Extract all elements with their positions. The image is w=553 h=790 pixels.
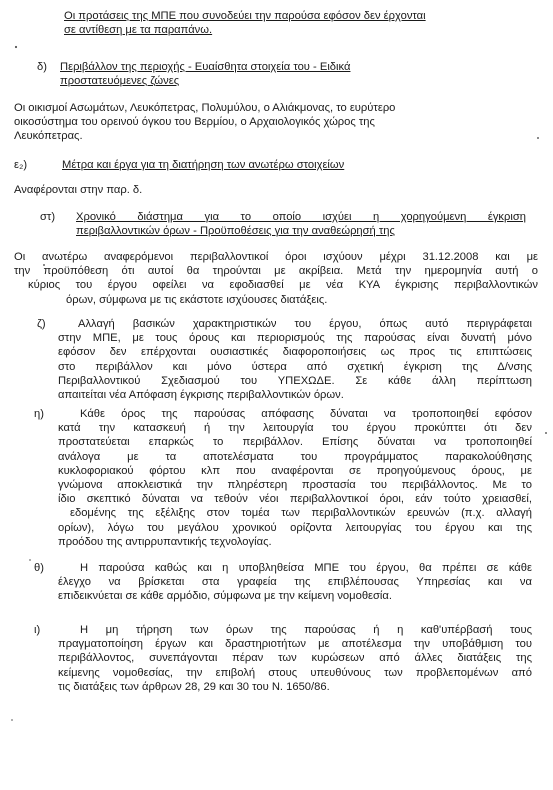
text-line: έλεγχο να βρίσκεται στα γραφεία της επιβλέπουσας Υπηρεσίας και να [58, 576, 532, 589]
text-line: τις διατάξεις των άρθρων 28, 29 και 30 του Ν. 1650/86. [58, 680, 330, 693]
heading-line: Περιβάλλον της περιοχής - Ευαίσθητα στοιχεία του - Ειδικά [60, 61, 351, 73]
section-e-heading: Μέτρα και έργα για τη διατήρηση των ανωτέρω στοιχείων [62, 159, 345, 171]
text-line: εδομένης της εξέλιξης στον τομέα των περιβαλλοντικών ερευνών (π.χ. αλλαγή [70, 507, 532, 520]
text-line: εφόσον δεν επέρχονται ουσιαστικές διαφοροποιήσεις ως προς τις επιπτώσεις [58, 346, 532, 359]
text-line: Οι προτάσεις της ΜΠΕ που συνοδεύει την παρούσα εφόσον δεν έρχονται [64, 10, 426, 22]
text-line: ανάλογα με τα αποτελέσματα του προγράμματος παρακολούθησης [58, 450, 532, 463]
text-line: γνώμονα αποκλειστικά την πληρέστερη προστασία του περιβάλλοντος. Με το [58, 479, 532, 492]
text-line: στο περιβάλλον και μόνο ύστερα από σχετική έγκριση της Δ/νσης [58, 360, 532, 373]
paragraph-e [14, 183, 142, 197]
section-z-label: ζ) [37, 318, 46, 330]
paragraph-top [64, 9, 484, 37]
text-line: Οι οικισμοί Ασωμάτων, Λευκόπετρας, Πολυμύλου, ο Αλιάκμονας, το ευρύτερο [14, 102, 396, 114]
heading-line: προστατευόμενες ζώνες [60, 75, 180, 88]
text-line: σε αντίθεση με τα παραπάνω. [64, 24, 213, 37]
text-line: προστατεύεται επαρκώς το περιβάλλον. Επίσης δύναται να τροποποιηθεί [58, 436, 532, 449]
section-iota-label: ι) [34, 624, 41, 636]
text-line: Αναφέρονται στην παρ. δ. [14, 184, 143, 196]
text-line: Η μη τήρηση των όρων της παρούσας ή η καθ'υπέρβασή τους [80, 624, 532, 636]
section-th-label: θ) [34, 562, 44, 574]
section-st-label: στ) [40, 211, 56, 223]
text-line: απαιτείται νέα Απόφαση έγκρισης περιβαλλοντικών όρων. [58, 389, 344, 402]
text-line: περιβάλλοντος, συνεπάγονται πέραν των κυρώσεων από άλλες διατάξεις της [58, 652, 532, 665]
text-line: Περιβαλλοντικού Σχεδιασμού του ΥΠΕΧΩΔΕ. Σε κάθε άλλη περίπτωση [58, 374, 532, 387]
text-line: προόδου της αντιρρυπαντικής τεχνολογίας. [58, 535, 272, 548]
text-line: κυκλοφοριακού φόρτου κλπ που αναφέρονται σε προηγούμενους όρους, με [58, 464, 532, 477]
text-line: κείμενης νομοθεσίας, την επιβολή στους υπευθύνους των προβλεπομένων από [58, 666, 532, 679]
text-line: ορίων), λόγω του μεγάλου χρονικού ορίζοντα λειτουργίας του έργου και της [58, 521, 532, 534]
section-iota-body [58, 623, 532, 694]
text-line: κατά την κατασκευή ή την λειτουργία του έργου προκύπτει ότι δεν [58, 422, 532, 435]
text-line: Η παρούσα καθώς και η υποβληθείσα ΜΠΕ του έργου, θα πρέπει σε κάθε [80, 562, 532, 574]
section-th-body [58, 561, 532, 604]
text-line: όρων, σύμφωνα με τις εκάστοτε ισχύουσες διατάξεις. [66, 293, 328, 306]
text-line: την προϋπόθεση ότι αυτοί θα τηρούνται με ακρίβεια. Μετά την ημερομηνία αυτή ο [14, 265, 538, 278]
text-line: επιδεικνύεται σε κάθε αρμόδιο, σύμφωνα με την κείμενη νομοθεσία. [58, 590, 392, 603]
section-st-heading [76, 210, 526, 238]
text-line: Κάθε όρος της παρούσας απόφασης δύναται να τροποποιηθεί εφόσον [80, 408, 532, 420]
paragraph-d [14, 101, 534, 144]
text-line: ίδιο σκεπτικό δύναται να τεθούν νέοι περιβαλλοντικοί όροι, εάν τούτο χρειασθεί, [58, 493, 532, 506]
text-line: Οι ανωτέρω αναφερόμενοι περιβαλλοντικοί όροι ισχύουν μέχρι 31.12.2008 και με [14, 251, 538, 263]
text-line: στην ΜΠΕ, με τους όρους και περιορισμούς της παρούσας είναι δυνατή μόνο [58, 332, 532, 345]
section-z-body [58, 317, 532, 402]
section-i-label: η) [34, 408, 44, 420]
text-line: πραγματοποίηση έργων και δραστηριοτήτων με αποτέλεσμα την υποβάθμιση του [58, 638, 532, 651]
heading-line: Χρονικό διάστημα για το οποίο ισχύει η χορηγούμενη έγκριση [76, 211, 526, 223]
text-line: οικοσύστημα του ορεινού όγκου του Βερμίου, ο Αρχαιολογικός χώρος της [14, 116, 375, 129]
text-line: κύριος του έργου οφείλει να εφοδιασθεί με νέα ΚΥΑ έγκρισης περιβαλλοντικών [28, 279, 538, 292]
text-line: Αλλαγή βασικών χαρακτηριστικών του έργου, όπως αυτό περιγράφεται [78, 318, 532, 330]
heading-line: περιβαλλοντικών όρων - Προϋποθέσεις για την αναθεώρησή της [76, 225, 395, 238]
section-d-heading [60, 60, 480, 88]
section-e-label: ε₂) [14, 159, 28, 171]
paragraph-st [14, 250, 538, 307]
section-i-body [58, 407, 532, 549]
section-d-label: δ) [37, 61, 47, 73]
text-line: Λευκόπετρας. [14, 130, 83, 143]
